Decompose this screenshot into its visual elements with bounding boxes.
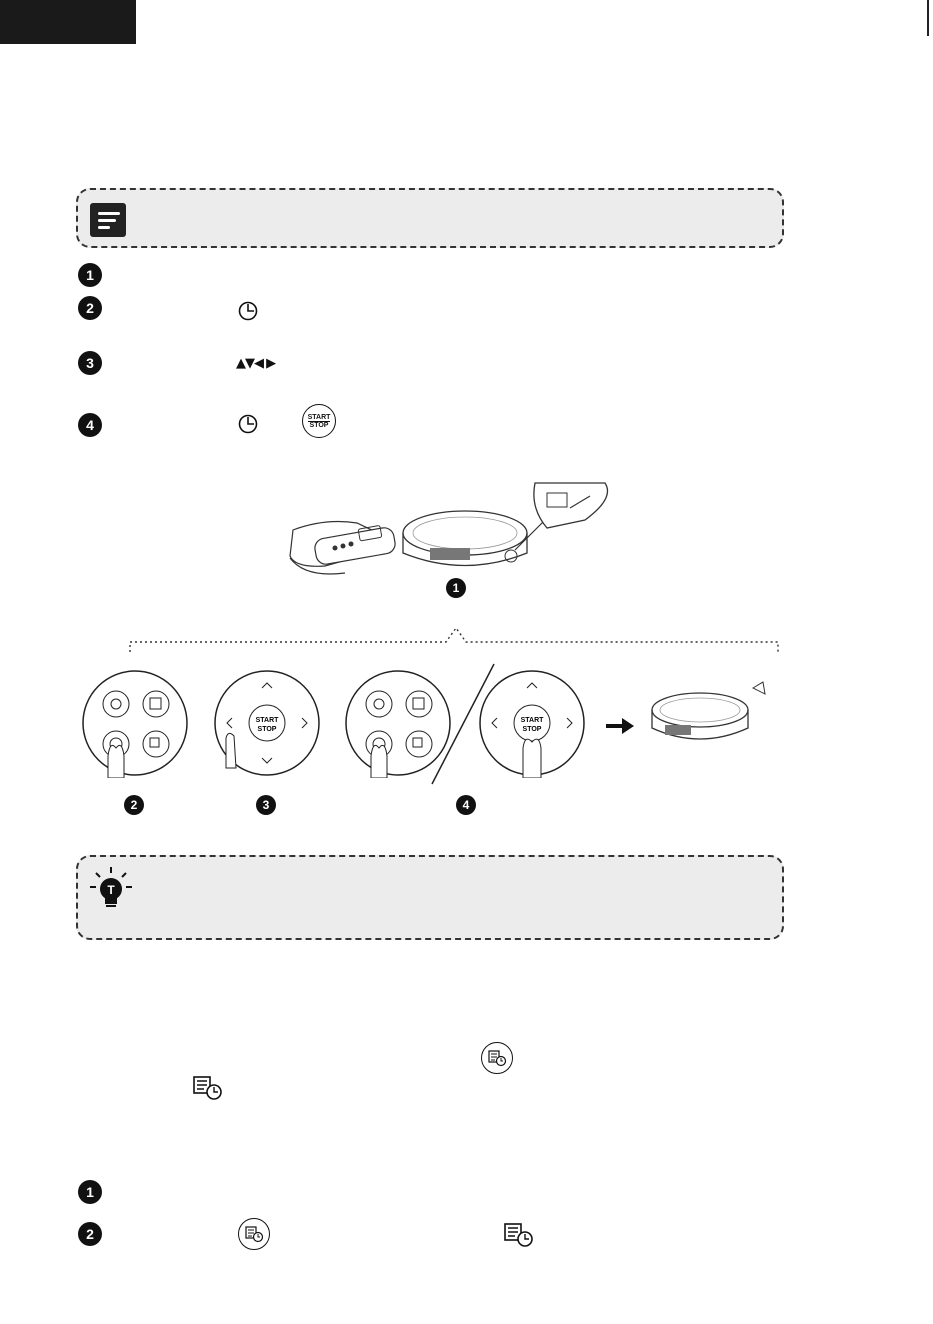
svg-text:START: START — [520, 717, 544, 724]
note-box — [76, 188, 784, 248]
panel-step-4-label: 4 — [456, 795, 476, 815]
panel-step-2 — [80, 668, 190, 778]
panel-step-4b — [477, 668, 587, 778]
lightbulb-icon — [88, 865, 134, 911]
schedule-list-button-icon-2 — [238, 1218, 270, 1250]
bottom-step-number-1: 1 — [78, 1180, 102, 1204]
dotted-bracket — [126, 622, 782, 656]
illustration-step-1: 1 — [446, 578, 466, 598]
schedule-list-display-icon — [192, 1075, 224, 1101]
panel-step-3-label: 3 — [256, 795, 276, 815]
page-edge-line — [927, 0, 929, 36]
bottom-step-number-2: 2 — [78, 1222, 102, 1246]
schedule-list-button-icon — [481, 1042, 513, 1074]
right-arrow-icon — [604, 715, 636, 737]
panel-step-2-label: 2 — [124, 795, 144, 815]
robot-running-illustration — [645, 680, 775, 760]
panel-step-3 — [212, 668, 322, 778]
start-label: START — [307, 413, 331, 421]
tip-box — [76, 855, 784, 940]
step-number-3: 3 — [78, 351, 102, 375]
svg-text:START: START — [255, 717, 279, 724]
schedule-list-display-icon-2 — [503, 1222, 535, 1248]
step-number-1: 1 — [78, 263, 102, 287]
svg-text:T: T — [107, 883, 115, 897]
schedule-clock-icon-2 — [237, 413, 259, 435]
step-number-2: 2 — [78, 296, 102, 320]
step-number-4: 4 — [78, 413, 102, 437]
svg-text:STOP: STOP — [257, 726, 277, 733]
header-tab — [0, 0, 136, 44]
svg-text:STOP: STOP — [522, 726, 542, 733]
start-stop-icon — [302, 404, 336, 438]
schedule-clock-icon — [237, 300, 259, 322]
note-icon — [90, 203, 126, 237]
direction-arrows: ▲▼◀ ▶ — [236, 356, 276, 371]
stop-label: STOP — [309, 421, 329, 429]
